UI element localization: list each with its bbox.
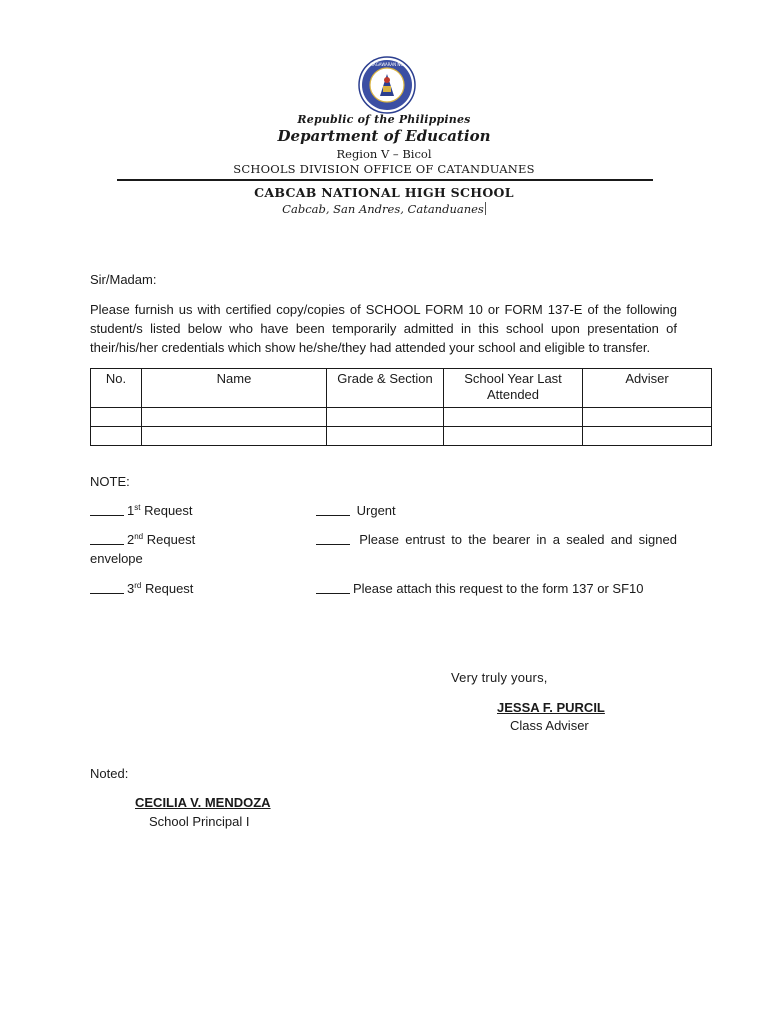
table-cell[interactable] [583, 427, 712, 446]
table-cell[interactable] [583, 408, 712, 427]
student-table [90, 368, 712, 446]
department-heading: Department of Education [277, 127, 491, 145]
second-request-option [90, 530, 195, 549]
request-label: Request [144, 581, 194, 596]
first-request-option [90, 501, 193, 520]
table-cell[interactable] [327, 408, 444, 427]
request-number: 2 [127, 532, 135, 547]
noted-label: Noted: [90, 766, 129, 781]
table-cell[interactable] [444, 427, 583, 446]
note-label: NOTE: [90, 474, 130, 489]
urgent-label: Urgent [356, 503, 396, 518]
deped-seal-logo [358, 56, 416, 114]
checkbox-blank[interactable] [90, 532, 124, 545]
republic-heading: Republic of the Philippines [297, 113, 471, 126]
request-number: 3 [127, 581, 135, 596]
col-header-school-year: School Year Last Attended [444, 369, 583, 408]
table-cell[interactable] [142, 408, 327, 427]
table-row [91, 408, 712, 427]
checkbox-blank[interactable] [316, 503, 350, 516]
greeting: Sir/Madam: [90, 272, 157, 287]
entrust-option [316, 530, 677, 549]
table-cell[interactable] [327, 427, 444, 446]
closing-line: Very truly yours, [451, 670, 548, 685]
request-number: 1 [127, 503, 135, 518]
urgent-option [316, 501, 396, 520]
paragraph-line: student/s listed below who have been temporarily admitted in this school upon presentation of [90, 321, 677, 336]
paragraph-line: their/his/her credentials which show he/she/they had attended your school and eligible to transfer. [90, 340, 651, 355]
attach-label: Please attach this request to the form 137 or SF10 [353, 581, 644, 596]
col-header-adviser: Adviser [583, 369, 712, 408]
table-cell[interactable] [91, 427, 142, 446]
region-heading: Region V – Bicol [336, 147, 432, 161]
ordinal-suffix: nd [134, 532, 144, 541]
ordinal-suffix: rd [134, 581, 142, 590]
school-address: Cabcab, San Andres, Catanduanes [282, 202, 484, 216]
table-row [91, 427, 712, 446]
attach-option [316, 579, 644, 598]
adviser-title: Class Adviser [510, 718, 589, 733]
request-paragraph [90, 300, 677, 357]
principal-title: School Principal I [149, 814, 250, 829]
principal-name: CECILIA V. MENDOZA [135, 795, 271, 810]
paragraph-line: Please furnish us with certified copy/copies of SCHOOL FORM 10 or FORM 137-E of the following [90, 302, 677, 317]
checkbox-blank[interactable] [316, 532, 350, 545]
col-header-grade-section: Grade & Section [327, 369, 444, 408]
table-cell[interactable] [444, 408, 583, 427]
entrust-label: Please entrust to the bearer in a sealed and signed [359, 532, 677, 547]
table-header-row [91, 369, 712, 408]
header-divider [117, 179, 653, 181]
request-label: Request [144, 503, 193, 518]
request-label: Request [146, 532, 196, 547]
table-cell[interactable] [142, 427, 327, 446]
svg-text:KAGAWARAN NG: KAGAWARAN NG [370, 62, 404, 67]
table-cell[interactable] [91, 408, 142, 427]
division-heading: SCHOOLS DIVISION OFFICE OF CATANDUANES [233, 162, 535, 176]
checkbox-blank[interactable] [316, 581, 350, 594]
envelope-text: envelope [90, 551, 143, 566]
ordinal-suffix: st [134, 503, 141, 512]
school-name: CABCAB NATIONAL HIGH SCHOOL [254, 185, 514, 200]
third-request-option [90, 579, 193, 598]
col-header-name: Name [142, 369, 327, 408]
col-header-no: No. [91, 369, 142, 408]
checkbox-blank[interactable] [90, 581, 124, 594]
text-cursor [485, 202, 486, 215]
checkbox-blank[interactable] [90, 503, 124, 516]
adviser-name: JESSA F. PURCIL [497, 700, 605, 715]
